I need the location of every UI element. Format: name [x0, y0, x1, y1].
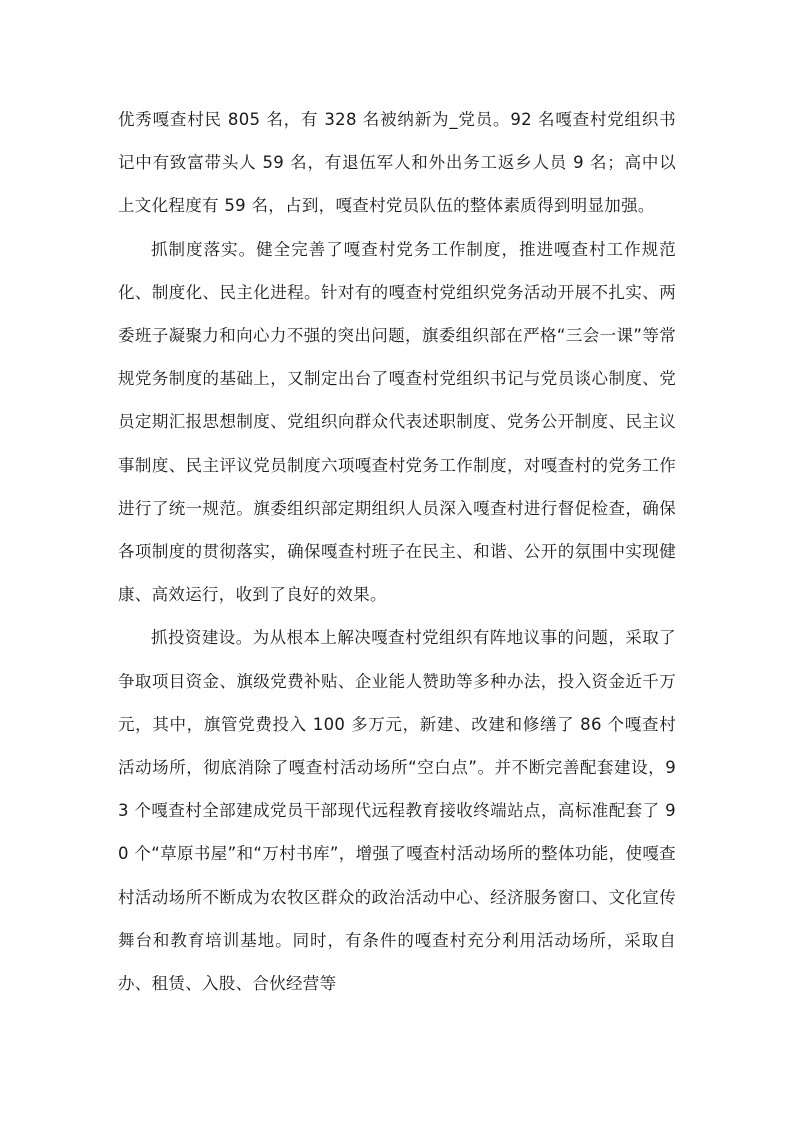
document-page [118, 98, 676, 1005]
paragraph-investment-construction: 抓投资建设。为从根本上解决嘎查村党组织有阵地议事的问题，采取了争取项目资金、旗级党费补贴、企业能人赞助等多种办法，投入资金近千万元，其中，旗管党费投入 100 多万元，新建、改建和修缮了 86 个嘎查村活动场所，彻底消除了嘎查村活动场所“空白点”。并不断完善配套建设，93 个嘎查村全部建成党员干部现代远程教育接收终端站点，高标准配套了 90 个“草原书屋”和“万村书库”，增强了嘎查村活动场所的整体功能，使嘎查村活动场所不断成为农牧区群众的政治活动中心、经济服务窗口、文化宣传舞台和教育培训基地。同时，有条件的嘎查村充分利用活动场所，采取自办、租赁、入股、合伙经营等 [118, 628, 676, 994]
paragraph-system-implementation: 抓制度落实。健全完善了嘎查村党务工作制度，推进嘎查村工作规范化、制度化、民主化进程。针对有的嘎查村党组织党务活动开展不扎实、两委班子凝聚力和向心力不强的突出问题，旗委组织部在严格“三会一课”等常规党务制度的基础上，又制定出台了嘎查村党组织书记与党员谈心制度、党员定期汇报思想制度、党组织向群众代表述职制度、党务公开制度、民主议事制度、民主评议党员制度六项嘎查村党务工作制度，对嘎查村的党务工作进行了统一规范。旗委组织部定期组织人员深入嘎查村进行督促检查，确保各项制度的贯彻落实，确保嘎查村班子在民主、和谐、公开的氛围中实现健康、高效运行，收到了良好的效果。 [118, 239, 676, 605]
paragraph-party-member-quality: 优秀嘎查村民 805 名，有 328 名被纳新为_党员。92 名嘎查村党组织书记中有致富带头人 59 名，有退伍军人和外出务工返乡人员 9 名；高中以上文化程度有 59 名，占到，嘎查村党员队伍的整体素质得到明显加强。 [118, 110, 676, 216]
